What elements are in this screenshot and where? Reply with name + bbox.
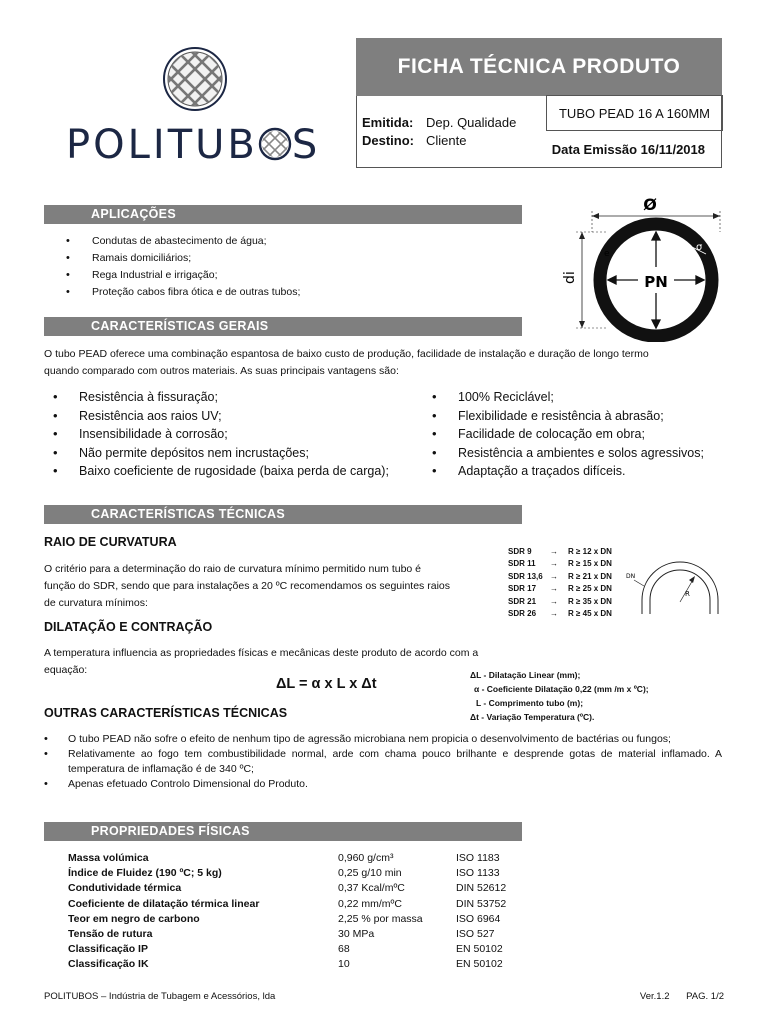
property-value: 10 xyxy=(338,958,350,971)
list-item: • Proteção cabos fibra ótica e de outras tubos; xyxy=(66,284,300,301)
document-title: FICHA TÉCNICA PRODUTO xyxy=(356,38,722,96)
pipe-bend-diagram xyxy=(622,556,732,618)
physical-properties-table xyxy=(68,851,556,973)
page-footer xyxy=(44,991,724,1002)
dilatacao-title: DILATAÇÃO E CONTRAÇÃO xyxy=(44,620,213,634)
document-header xyxy=(356,38,722,168)
emitida-value: Dep. Qualidade xyxy=(426,115,517,130)
dilatation-formula: ΔL = α x L x Δt xyxy=(276,676,377,692)
property-name: Coeficiente de dilatação térmica linear xyxy=(68,897,260,910)
table-row xyxy=(68,912,556,927)
footer-version: Ver.1.2 xyxy=(639,991,670,1002)
table-row xyxy=(508,596,612,608)
arrow-icon: → xyxy=(550,584,558,594)
section-aplicacoes-header: APLICAÇÕES xyxy=(44,205,522,224)
legend-item: L - Comprimento tubo (m); xyxy=(476,698,584,708)
dilatacao-text-line: A temperatura influencia as propriedades físicas e mecânicas deste produto de acordo com a xyxy=(44,647,479,659)
emitida-label: Emitida: xyxy=(362,115,414,130)
property-norm: ISO 1183 xyxy=(456,852,500,864)
advantages-list-left xyxy=(53,388,389,481)
table-row xyxy=(508,583,612,595)
sdr-cell: SDR 26 xyxy=(508,609,537,619)
raio-text-line: O critério para a determinação do raio de curvatura mínimo permitido num tubo é xyxy=(44,563,422,575)
list-item: • Condutas de abastecimento de água; xyxy=(66,233,300,250)
table-row xyxy=(508,558,612,570)
footer-company: POLITUBOS – Indústria de Tubagem e Acessórios, lda xyxy=(44,991,276,1002)
property-value: 0,960 g/cm³ xyxy=(338,852,394,864)
property-norm: ISO 1133 xyxy=(456,867,500,880)
sdr-cell: SDR 11 xyxy=(508,559,536,569)
list-item: • Facilidade de colocação em obra; xyxy=(432,425,704,444)
raio-curvatura-title: RAIO DE CURVATURA xyxy=(44,535,177,549)
legend-item: ΔL - Dilatação Linear (mm); xyxy=(470,670,581,680)
property-name: Condutividade térmica xyxy=(68,882,182,895)
list-item: • Resistência à fissuração; xyxy=(53,388,389,407)
arrow-icon: → xyxy=(550,547,558,556)
sdr-cell: SDR 13,6 xyxy=(508,571,543,581)
footer-page-info xyxy=(626,991,724,1002)
list-item: • Não permite depósitos nem incrustações; xyxy=(53,444,389,463)
property-value: 2,25 % por massa xyxy=(338,912,423,925)
property-value: 0,22 mm/mºC xyxy=(338,897,402,910)
radius-cell: R ≥ 25 x DN xyxy=(568,584,612,594)
radius-cell: R ≥ 35 x DN xyxy=(568,596,612,606)
bullet-icon: • xyxy=(44,778,48,790)
diameter-symbol: Ø xyxy=(643,195,657,214)
arrow-icon: → xyxy=(550,596,558,606)
table-row xyxy=(68,851,556,866)
company-logo xyxy=(66,46,336,166)
sdr-cell: SDR 9 xyxy=(508,547,532,556)
table-row xyxy=(508,546,612,558)
raio-text-line: de curvatura mínimos: xyxy=(44,597,148,609)
table-row xyxy=(68,927,556,942)
dilatacao-text-line: equação: xyxy=(44,664,88,676)
list-item xyxy=(44,732,722,747)
table-row xyxy=(68,942,556,957)
property-norm: EN 50102 xyxy=(456,958,503,971)
list-item xyxy=(44,777,722,792)
property-norm: EN 50102 xyxy=(456,943,503,956)
stress-label: σ xyxy=(696,242,703,253)
list-item: • Insensibilidade à corrosão; xyxy=(53,425,389,444)
list-item: • Flexibilidade e resistência à abrasão; xyxy=(432,407,704,426)
pressure-label: PN xyxy=(644,273,668,291)
list-item: • Resistência aos raios UV; xyxy=(53,407,389,426)
property-name: Classificação IK xyxy=(68,958,149,971)
sdr-cell: SDR 17 xyxy=(508,584,537,594)
arrow-icon: → xyxy=(550,571,558,581)
list-item: • 100% Reciclável; xyxy=(432,388,704,407)
legend-item: Δt - Variação Temperatura (ºC). xyxy=(470,712,595,722)
radius-cell: R ≥ 21 x DN xyxy=(568,571,612,581)
radius-cell: R ≥ 15 x DN xyxy=(568,559,612,569)
legend-item: α - Coeficiente Dilatação 0,22 (mm /m x ºC); xyxy=(474,684,649,694)
property-name: Índice de Fluidez (190 ºC; 5 kg) xyxy=(68,867,222,880)
table-row xyxy=(68,866,556,881)
product-name: TUBO PEAD 16 A 160MM xyxy=(546,95,723,131)
sdr-cell: SDR 21 xyxy=(508,596,537,606)
section-gerais-header: CARACTERÍSTICAS GERAIS xyxy=(44,317,522,336)
pipe-cross-section-diagram xyxy=(546,192,726,342)
header-info-box xyxy=(356,96,722,168)
raio-text-line: função do SDR, sendo que para instalações a 20 ºC recomendamos os seguintes raios xyxy=(44,580,450,592)
logo-wordmark: POLITUB S xyxy=(66,122,321,168)
property-name: Teor em negro de carbono xyxy=(68,912,200,925)
outras-title: OUTRAS CARACTERÍSTICAS TÉCNICAS xyxy=(44,706,288,720)
list-item: • Resistência a ambientes e solos agressivos; xyxy=(432,444,704,463)
section-fisicas-header: PROPRIEDADES FÍSICAS xyxy=(44,822,522,841)
list-item xyxy=(44,747,722,777)
table-row xyxy=(68,957,556,972)
bend-radius-label: R xyxy=(685,590,690,598)
property-name: Massa volúmica xyxy=(68,852,149,864)
property-norm: ISO 6964 xyxy=(456,912,501,925)
table-row xyxy=(68,881,556,896)
list-item: • Baixo coeficiente de rugosidade (baixa perda de carga); xyxy=(53,462,389,481)
list-item: • Ramais domiciliários; xyxy=(66,250,300,267)
property-value: 30 MPa xyxy=(338,928,375,941)
list-item: • Adaptação a traçados difíceis. xyxy=(432,462,704,481)
raio-curvatura-text xyxy=(44,561,504,612)
arrow-icon: → xyxy=(550,609,558,619)
property-value: 68 xyxy=(338,943,350,956)
property-norm: DIN 53752 xyxy=(456,897,507,910)
bullet-icon: • xyxy=(44,733,48,745)
section-tecnicas-header: CARACTERÍSTICAS TÉCNICAS xyxy=(44,505,522,524)
sdr-radius-table xyxy=(508,546,612,620)
list-item-text: Apenas efetuado Controlo Dimensional do Produto. xyxy=(68,778,308,790)
property-norm: ISO 527 xyxy=(456,928,495,941)
issue-details xyxy=(362,114,516,150)
advantages-list-right xyxy=(432,388,704,481)
destino-label: Destino: xyxy=(362,133,414,148)
list-item-text: O tubo PEAD não sofre o efeito de nenhum tipo de agressão microbiana nem propicia o desenvolvimento de bactérias ou fungos; xyxy=(68,733,671,745)
table-row xyxy=(508,571,612,583)
property-value: 0,37 Kcal/mºC xyxy=(338,882,405,895)
property-value: 0,25 g/10 min xyxy=(338,867,402,880)
table-row xyxy=(508,608,612,620)
inner-diameter-label: di xyxy=(562,271,578,284)
gerais-intro xyxy=(44,346,724,380)
property-name: Tensão de rutura xyxy=(68,928,153,941)
radius-cell: R ≥ 12 x DN xyxy=(568,547,612,556)
gerais-intro-line: quando comparado com outros materiais. As suas principais vantagens são: xyxy=(44,365,399,377)
formula-legend xyxy=(470,668,649,724)
bullet-icon: • xyxy=(44,748,48,760)
property-name: Classificação IP xyxy=(68,943,148,956)
dilatacao-text xyxy=(44,645,514,679)
radius-cell: R ≥ 45 x DN xyxy=(568,609,612,619)
arrow-icon: → xyxy=(550,559,558,569)
bend-dn-label: DN xyxy=(626,573,636,580)
emission-date: Data Emissão 16/11/2018 xyxy=(551,142,705,157)
list-item-text: Relativamente ao fogo tem combustibilidade normal, arde com chama pouco brilhante e desprende gotas de material inflamado. A temperatura de inflamação é de 340 ºC; xyxy=(68,748,722,775)
property-norm: DIN 52612 xyxy=(456,882,507,895)
table-row xyxy=(68,897,556,912)
logo-o-mesh-icon xyxy=(258,127,292,161)
footer-page-number: PAG. 1/2 xyxy=(686,991,724,1002)
outras-list xyxy=(44,732,722,792)
aplicacoes-list xyxy=(66,233,300,301)
destino-value: Cliente xyxy=(426,133,467,148)
logo-mesh-icon xyxy=(162,46,228,112)
gerais-intro-line: O tubo PEAD oferece uma combinação espantosa de baixo custo de produção, facilidade de instalação e duração de longo termo xyxy=(44,348,649,360)
list-item: • Rega Industrial e irrigação; xyxy=(66,267,300,284)
wall-thickness-label: e xyxy=(604,249,610,259)
